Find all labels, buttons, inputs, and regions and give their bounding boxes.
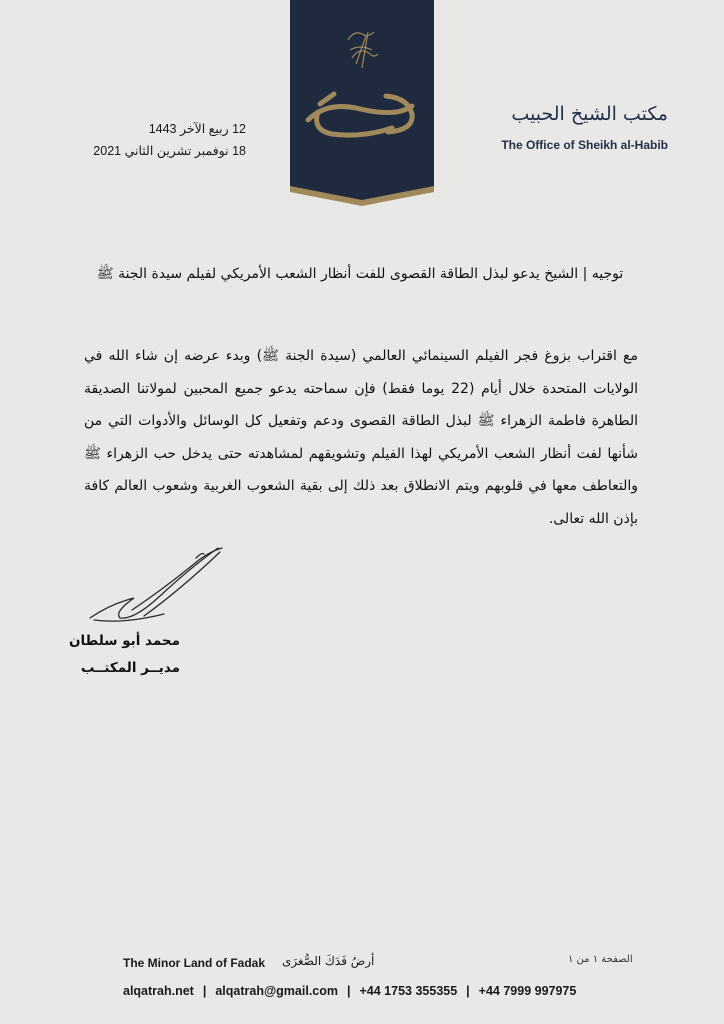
phone-number[interactable]: +44 7999 997975 [478, 984, 577, 998]
website-link[interactable]: alqatrah.net [123, 984, 194, 998]
footer-top-row [0, 956, 724, 976]
footer-separator: | [347, 984, 351, 998]
office-name-arabic: مكتب الشيخ الحبيب [511, 103, 668, 125]
office-name-english: The Office of Sheikh al-Habib [501, 138, 668, 152]
banner-emblem [290, 0, 434, 206]
page-number: الصفحة ١ من ١ [568, 954, 633, 965]
letter-dates [86, 118, 246, 162]
footer-motto-arabic: أرضُ فَدَكَ الصُّغرَى [282, 954, 375, 968]
signer-title: مديــر المكتــب [80, 660, 180, 676]
gregorian-date: 18 نوفمبر تشرين الثاني 2021 [93, 144, 246, 158]
phone-number[interactable]: +44 1753 355355 [359, 984, 458, 998]
header-banner [290, 0, 434, 206]
letter-body: مع اقتراب بزوغ فجر الفيلم السينمائي العالمي (سيدة الجنة ﷺ) وبدء عرضه إن شاء الله في الولايات المتحدة خلال أيام (22 يوما فقط) فإن سماحته يدعو جميع المحبين لمولاتنا الصديقة الطاهرة فاطمة الزهراء ﷺ لبذل الطاقة القصوى ودعم وتفعيل كل الوسائل والأدوات التي من شأنها لفت أنظار الشعب الأمريكي لهذا الفيلم وتشويقهم لمشاهدته حتى يدخل حب الزهراء ﷺ والتعاطف معها في قلوبهم ويتم الانطلاق بعد ذلك إلى بقية الشعوب الغربية وشعوب العالم كافة بإذن الله تعالى. [84, 348, 638, 527]
footer-separator: | [466, 984, 470, 998]
signer-name: محمد أبو سلطان [68, 633, 180, 649]
email-link[interactable]: alqatrah@gmail.com [215, 984, 338, 998]
letter-headline: توجيه | الشيخ يدعو لبذل الطاقة القصوى للفت أنظار الشعب الأمريكي لفيلم سيدة الجنة ﷺ [96, 266, 624, 282]
footer-contacts [123, 984, 576, 998]
handwritten-signature [84, 540, 244, 630]
hijri-date: 12 ربيع الآخر 1443 [148, 122, 246, 136]
footer-separator: | [202, 984, 207, 998]
signer-block [60, 628, 180, 682]
footer-motto-english: The Minor Land of Fadak [123, 956, 266, 970]
office-logo [488, 100, 668, 152]
